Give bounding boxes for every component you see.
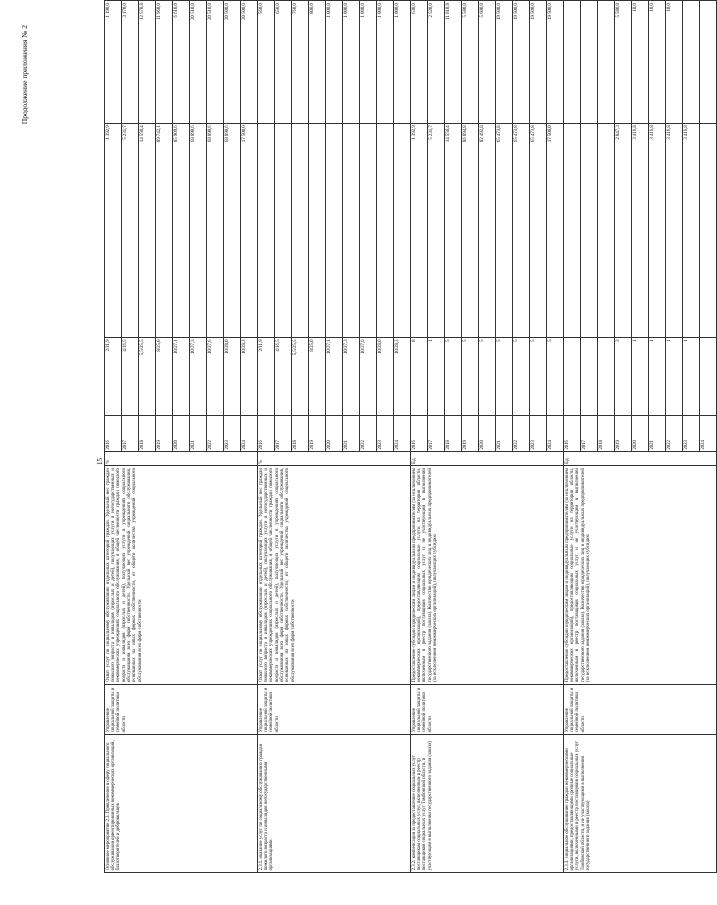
event-name-cell: 2.3.1. оказание услуг по социальному обслуживанию граждан пожилого возраста и инвалидов негосударственными организациями <box>258 734 411 872</box>
year-cell: 2023 <box>683 416 700 452</box>
funding-regional-cell <box>360 123 377 337</box>
funding-other-cell: 12 570,8 <box>139 1 156 123</box>
funding-other-cell: 650,0 <box>275 1 292 123</box>
indicator-value-cell: 10/27,1 <box>326 337 343 415</box>
indicator-value-cell: 5 <box>513 337 530 415</box>
year-cell: 2019 <box>309 416 326 452</box>
indicator-value-cell: 5 <box>479 337 496 415</box>
year-cell: 2023 <box>530 416 547 452</box>
funding-other-cell: 760,0 <box>292 1 309 123</box>
funding-other-cell <box>598 1 615 123</box>
executor-cell: Управление социальной защиты и семейной политики области <box>411 684 564 734</box>
funding-other-cell <box>700 1 717 123</box>
year-cell: 2018 <box>598 416 615 452</box>
funding-other-cell: 800,0 <box>309 1 326 123</box>
executor-cell: Управление социальной защиты и семейной политики области <box>258 684 411 734</box>
indicator-value-cell: 8/25,0 <box>309 337 326 415</box>
indicator-cell: Охват услуг по социальному обслуживанию отдельных категорий граждан. Удельный вес граждан пожилого возраста и инвалидов (взрослых и детей), получающих услуги в негосударственных и некоммерческих учреждениях социального обслуживания, в общей численности граждан пожилого возраста и инвалидов (взрослых и детей), получающих услуги в учреждениях социального обслуживания всех форм собственности. Удельный вес учреждений социального обслуживания, основанных на иных формах собственности, от общего количества учреждений социального обслуживания всех форм собственности <box>105 466 258 684</box>
funding-other-cell: 20 500,0 <box>241 1 258 123</box>
funding-regional-cell: 3 416,8 <box>683 123 700 337</box>
funding-regional-cell <box>377 123 394 337</box>
year-cell: 2024 <box>241 416 258 452</box>
funding-other-cell: 6 610,0 <box>173 1 190 123</box>
year-cell: 2020 <box>173 416 190 452</box>
indicator-value-cell <box>564 337 581 415</box>
funding-other-cell <box>564 1 581 123</box>
executor-cell: Управление социальной защиты и семейной политики области <box>564 684 717 734</box>
indicator-value-cell: 2/11,9 <box>258 337 275 415</box>
funding-regional-cell <box>598 123 615 337</box>
indicator-cell: Охват услуг по социальному обслуживанию отдельных категорий граждан. Удельный вес граждан пожилого возраста и инвалидов (взрослых и детей), получающих услуги в негосударственных и некоммерческих учреждениях социального обслуживания, в общей численности граждан пожилого возраста и инвалидов (взрослых и детей), получающих услуги в учреждениях социального обслуживания всех форм собственности. Удельный вес учреждений социального обслуживания, основанных на иных формах собственности, от общего количества учреждений социального обслуживания всех форм собственности <box>258 466 411 684</box>
year-cell: 2018 <box>445 416 462 452</box>
event-name-cell: 2.3.2. компенсация за предоставление социальных услуг поставщикам социальных услуг, включенным в реестр поставщиков социальных услуг Тамбовской области, и участвующим в выполнении государственного задания (заказа) <box>411 734 564 872</box>
funding-regional-cell: 68 890,6 <box>207 123 224 337</box>
funding-other-cell: 2 520,0 <box>428 1 445 123</box>
indicator-value-cell: 4/16,5 <box>275 337 292 415</box>
unit-cell: % <box>105 452 258 466</box>
indicator-value-cell: 2/11,9 <box>105 337 122 415</box>
indicator-value-cell: 1 <box>428 337 445 415</box>
year-cell: 2021 <box>649 416 666 452</box>
funding-other-cell: 5 580,0 <box>615 1 632 123</box>
funding-regional-cell: 68 890,6 <box>224 123 241 337</box>
funding-regional-cell: 2 847,3 <box>615 123 632 337</box>
funding-other-cell: 10,0 <box>666 1 683 123</box>
funding-regional-cell <box>292 123 309 337</box>
funding-regional-cell: 1 392,9 <box>411 123 428 337</box>
funding-regional-cell: 85 909,6 <box>173 123 190 337</box>
funding-regional-cell: 3 416,8 <box>649 123 666 337</box>
year-cell: 2016 <box>411 416 428 452</box>
appendix-label: Продолжение приложения № 2 <box>20 25 29 125</box>
page-number: 15 <box>96 458 104 465</box>
funding-regional-cell <box>309 123 326 337</box>
indicator-value-cell: 10/27,3 <box>343 337 360 415</box>
year-cell: 2016 <box>258 416 275 452</box>
funding-other-cell: 1 000,0 <box>360 1 377 123</box>
indicator-value-cell: 8/25,0 <box>156 337 173 415</box>
funding-other-cell: 20 510,0 <box>207 1 224 123</box>
funding-regional-cell: 65 473,8 <box>513 123 530 337</box>
funding-regional-cell: 3 416,8 <box>666 123 683 337</box>
year-cell: 2019 <box>156 416 173 452</box>
indicator-value-cell: 10/27,6 <box>207 337 224 415</box>
funding-regional-cell: 65 473,8 <box>530 123 547 337</box>
funding-regional-cell <box>564 123 581 337</box>
indicator-value-cell: 5 <box>547 337 564 415</box>
funding-other-cell: 10,0 <box>632 1 649 123</box>
year-cell: 2017 <box>428 416 445 452</box>
funding-regional-cell <box>343 123 360 337</box>
year-cell: 2022 <box>666 416 683 452</box>
funding-regional-cell: 86 894,8 <box>462 123 479 337</box>
table-row <box>105 1 122 873</box>
indicator-value-cell: 10/27,3 <box>190 337 207 415</box>
indicator-value-cell: 8 <box>411 337 428 415</box>
funding-regional-cell <box>275 123 292 337</box>
year-cell: 2019 <box>615 416 632 452</box>
funding-regional-cell <box>581 123 598 337</box>
year-cell: 2020 <box>632 416 649 452</box>
year-cell: 2020 <box>326 416 343 452</box>
funding-other-cell: 11 810,8 <box>445 1 462 123</box>
funding-regional-cell: 5 231,7 <box>122 123 139 337</box>
table-row <box>411 1 428 873</box>
funding-regional-cell: 3 416,8 <box>632 123 649 337</box>
funding-other-cell: 11 960,0 <box>156 1 173 123</box>
funding-other-cell: 20 510,0 <box>190 1 207 123</box>
indicator-value-cell: 10/28,0 <box>377 337 394 415</box>
indicator-value-cell: 5,5/25,5 <box>139 337 156 415</box>
funding-other-cell <box>683 1 700 123</box>
unit-cell: % <box>258 452 411 466</box>
funding-regional-cell <box>258 123 275 337</box>
funding-other-cell: 3 170,0 <box>122 1 139 123</box>
year-cell: 2021 <box>190 416 207 452</box>
funding-other-cell: 630,0 <box>411 1 428 123</box>
year-cell: 2022 <box>207 416 224 452</box>
indicator-value-cell: 1 <box>632 337 649 415</box>
funding-regional-cell: 14 550,4 <box>139 123 156 337</box>
indicator-value-cell: 10/28,3 <box>394 337 411 415</box>
funding-other-cell: 5 580,0 <box>462 1 479 123</box>
indicator-value-cell: 10/27,6 <box>360 337 377 415</box>
indicator-value-cell: 1 <box>683 337 700 415</box>
funding-regional-cell: 89 742,1 <box>156 123 173 337</box>
funding-other-cell: 5 600,0 <box>479 1 496 123</box>
event-name-cell: Основное мероприятие 2.3. Привлечение в сферу социального обслуживания ориентированных некоммерческих организаций, благотворителей и добровольцев <box>105 734 258 872</box>
funding-regional-cell: 1 392,9 <box>105 123 122 337</box>
funding-other-cell: 1 000,0 <box>343 1 360 123</box>
table-row <box>258 1 275 873</box>
unit-cell: Ед. <box>564 452 717 466</box>
year-cell: 2024 <box>394 416 411 452</box>
year-cell: 2018 <box>292 416 309 452</box>
indicator-value-cell: 10/27,1 <box>173 337 190 415</box>
indicator-value-cell: 4/16,5 <box>122 337 139 415</box>
indicator-value-cell: 5 <box>445 337 462 415</box>
year-cell: 2024 <box>547 416 564 452</box>
year-cell: 2021 <box>343 416 360 452</box>
year-cell: 2016 <box>564 416 581 452</box>
funding-other-cell: 19 500,0 <box>530 1 547 123</box>
funding-other-cell: 10,0 <box>649 1 666 123</box>
indicator-value-cell: 5,5/25,5 <box>292 337 309 415</box>
funding-other-cell: 1 000,0 <box>377 1 394 123</box>
indicator-value-cell: 1 <box>666 337 683 415</box>
indicator-value-cell <box>700 337 717 415</box>
indicator-cell: Предоставление субсидии юридическим лицам и индивидуальным предпринимателям (за исключением некоммерческих организаций), предоставляющим социальные услуги на территории области, включенным в реестр поставщиков социальных услуг и не участвующим в выполнении государственного задания (заказа). Количество юридических лиц и индивидуальных предпринимателей (за исключением некоммерческих организаций), получающих субсидию <box>411 466 564 684</box>
funding-other-cell: 1 190,0 <box>105 1 122 123</box>
funding-regional-cell: 14 550,4 <box>445 123 462 337</box>
funding-other-cell <box>581 1 598 123</box>
funding-other-cell: 1 000,0 <box>326 1 343 123</box>
indicator-value-cell: 10/28,3 <box>241 337 258 415</box>
year-cell: 2024 <box>700 416 717 452</box>
year-cell: 2018 <box>139 416 156 452</box>
indicator-value-cell: 5 <box>530 337 547 415</box>
year-cell: 2023 <box>224 416 241 452</box>
funding-other-cell: 1 000,0 <box>394 1 411 123</box>
funding-regional-cell <box>700 123 717 337</box>
funding-regional-cell <box>394 123 411 337</box>
funding-regional-cell: 17 500,0 <box>547 123 564 337</box>
funding-other-cell: 19 500,0 <box>496 1 513 123</box>
indicator-value-cell: 5 <box>496 337 513 415</box>
funding-other-cell: 20 500,0 <box>224 1 241 123</box>
indicator-value-cell: 5 <box>462 337 479 415</box>
funding-regional-cell: 82 492,8 <box>479 123 496 337</box>
funding-other-cell: 19 500,0 <box>513 1 530 123</box>
funding-regional-cell <box>326 123 343 337</box>
executor-cell: Управление социальной защиты и семейной политики области <box>105 684 258 734</box>
funding-regional-cell: 5 231,7 <box>428 123 445 337</box>
year-cell: 2023 <box>377 416 394 452</box>
funding-regional-cell: 17 500,0 <box>241 123 258 337</box>
year-cell: 2022 <box>513 416 530 452</box>
table-row <box>564 1 581 873</box>
funding-regional-cell: 68 890,6 <box>190 123 207 337</box>
funding-other-cell: 560,0 <box>258 1 275 123</box>
year-cell: 2017 <box>275 416 292 452</box>
year-cell: 2016 <box>105 416 122 452</box>
year-cell: 2020 <box>479 416 496 452</box>
indicator-cell: Предоставление субсидии юридическим лицам и индивидуальным предпринимателям (за исключением некоммерческих организаций), предоставляющим социальные услуги на территории области, включенным в реестр поставщиков социальных услуг и не участвующим в выполнении государственного задания (заказа). Количество юридических лиц и индивидуальных предпринимателей (за исключением некоммерческих организаций), получающих субсидию <box>564 466 717 684</box>
unit-cell: Ед. <box>411 452 564 466</box>
indicator-value-cell: 10/28,0 <box>224 337 241 415</box>
indicator-value-cell <box>598 337 615 415</box>
year-cell: 2021 <box>496 416 513 452</box>
funding-other-cell: 19 500,0 <box>547 1 564 123</box>
indicator-value-cell: 3 <box>615 337 632 415</box>
year-cell: 2017 <box>122 416 139 452</box>
indicator-value-cell <box>581 337 598 415</box>
indicator-value-cell: 1 <box>649 337 666 415</box>
year-cell: 2017 <box>581 416 598 452</box>
funding-regional-cell: 65 473,8 <box>496 123 513 337</box>
year-cell: 2019 <box>462 416 479 452</box>
program-table <box>104 1 717 874</box>
year-cell: 2022 <box>360 416 377 452</box>
event-name-cell: 2.3.3. социальное обслуживание граждан некоммерческими организациями, предоставляющими срочные социальные услуги, включенными в реестр поставщиков социальных услуг Тамбовской области, и не участвующими в выполнении государственного задания (заказа) <box>564 734 717 872</box>
